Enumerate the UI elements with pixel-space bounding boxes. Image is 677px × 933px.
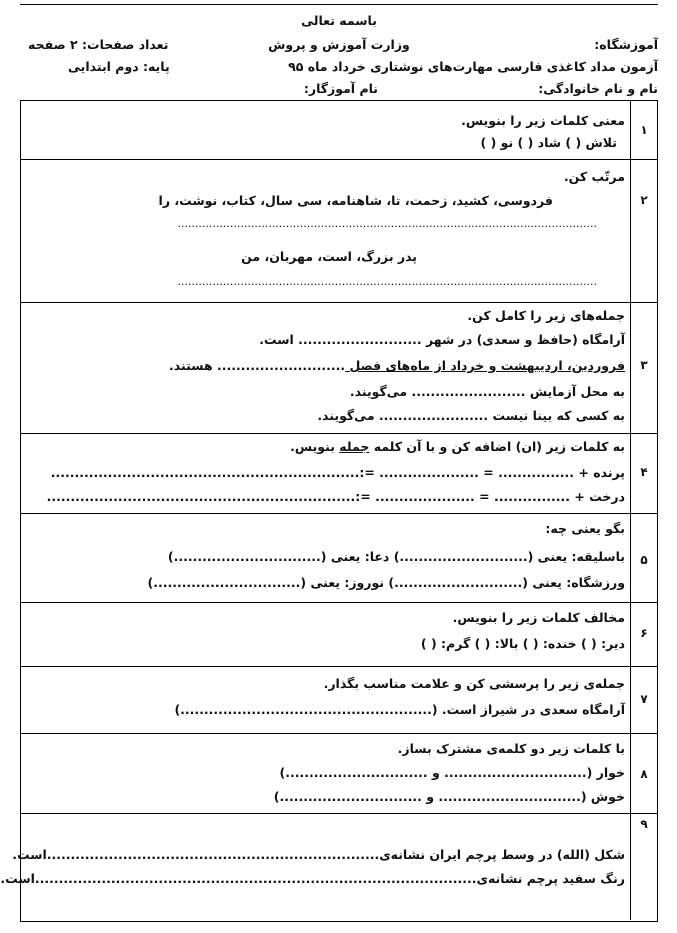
question-number: ۶ xyxy=(640,626,648,640)
number-cell xyxy=(630,159,657,302)
school-label: آموزشگاه: xyxy=(594,37,658,52)
question-title: بگو یعنی چه: xyxy=(545,521,625,536)
question-sentence-line: آرامگاه سعدی در شیراز است. (.....................................................) xyxy=(174,702,625,717)
compound-line-1: خوار (.............................. و ..............................) xyxy=(279,765,625,780)
fill-line-3: به محل آزمایش ........................ می‌گویند. xyxy=(349,384,625,399)
title-end: بنویس. xyxy=(290,439,340,454)
question-row-1 xyxy=(21,101,657,160)
title-underlined-word: جمله xyxy=(339,439,370,454)
flag-line-1: شکل (الله) در وسط پرچم ایران نشانه‌ی......................................................................است. xyxy=(12,847,625,862)
question-row-5 xyxy=(21,513,657,603)
teacher-name-label: نام آموزگار: xyxy=(303,81,378,96)
student-name-label: نام و نام خانوادگی: xyxy=(538,81,658,96)
meaning-line-1: باسلیقه: یعنی (...........................) دعا: یعنی (...............................) xyxy=(167,549,625,564)
exam-title: آزمون مداد کاغذی فارسی مهارت‌های نوشتاری خرداد ماه ۹۵ xyxy=(288,59,658,74)
answer-line: تلاش ( ) شاد ( ) نو ( ) xyxy=(480,135,617,150)
grade-label: پایه: دوم ابتدایی xyxy=(68,59,170,74)
exam-sheet xyxy=(0,4,658,922)
question-number: ۳ xyxy=(640,358,648,372)
fill-line-1: آرامگاه (حافظ و سعدی) در شهر .......................... است. xyxy=(259,332,625,347)
fill-line-2-end: ........................... هستند. xyxy=(169,358,346,373)
question-number: ۹ xyxy=(640,817,648,831)
question-title xyxy=(290,439,625,454)
fill-line-2 xyxy=(169,358,625,373)
question-title: مرتّب کن. xyxy=(563,169,625,184)
opposites-line: دیر: ( ) خنده: ( ) بالا: ( ) گرم: ( ) xyxy=(420,636,625,651)
question-title: جمله‌ی زیر را پرسشی کن و علامت مناسب بگذار. xyxy=(323,676,625,691)
exam-header xyxy=(20,4,658,101)
compound-line-2: خوش (.............................. و ..............................) xyxy=(273,789,625,804)
question-row-3 xyxy=(21,302,657,434)
question-number: ۱ xyxy=(640,123,648,137)
answer-dots-1: ........................................................................................................................ xyxy=(177,217,597,230)
word-line-1: پرنده + ................ = ..................... =:................................................................. xyxy=(50,465,625,480)
scrambled-words-2: پدر بزرگ، است، مهربان، من xyxy=(241,249,417,264)
question-title: با کلمات زیر دو کلمه‌ی مشترک بساز. xyxy=(397,741,625,756)
flag-line-2: رنگ سفید پرچم نشانه‌ی.............................................................................................است. xyxy=(0,871,625,886)
word-line-2: درخت + ................ = ..................... =:................................................................. xyxy=(46,489,625,504)
question-row-4 xyxy=(21,433,657,514)
question-row-6 xyxy=(21,602,657,667)
ministry-name: وزارت آموزش و پروش xyxy=(268,37,410,52)
scrambled-words-1: فردوسی، کشید، زحمت، تا، شاهنامه، سی سال، کتاب، نوشت، را xyxy=(158,193,553,208)
question-row-9 xyxy=(0,813,657,920)
question-number: ۴ xyxy=(640,465,648,479)
meaning-line-2: ورزشگاه: یعنی (...........................) نوروز: یعنی (...............................) xyxy=(147,575,625,590)
question-number: ۵ xyxy=(640,553,648,567)
question-number: ۲ xyxy=(640,193,648,207)
question-title: معنی کلمات زیر را بنویس. xyxy=(461,113,625,128)
answer-dots-2: ........................................................................................................................ xyxy=(177,275,597,288)
title-start: به کلمات زیر (ان) اضافه کن و با آن کلمه xyxy=(369,439,625,454)
page-count: تعداد صفحات: ۲ صفحه xyxy=(28,37,169,52)
fill-line-4: به کسی که بینا نیست ....................... می‌گویند. xyxy=(317,408,625,423)
question-number: ۷ xyxy=(640,692,648,706)
question-row-8 xyxy=(21,733,657,814)
question-title: جمله‌های زیر را کامل کن. xyxy=(467,308,625,323)
question-row-2 xyxy=(21,159,657,303)
question-number: ۸ xyxy=(640,767,648,781)
basmala: باسمه تعالی xyxy=(301,13,377,28)
question-row-7 xyxy=(21,666,657,734)
questions-table xyxy=(0,100,658,922)
question-title: مخالف کلمات زیر را بنویس. xyxy=(452,610,625,625)
underlined-months: فروردین، اردیبهشت و خرداد از ماه‌های فصل xyxy=(345,358,625,373)
